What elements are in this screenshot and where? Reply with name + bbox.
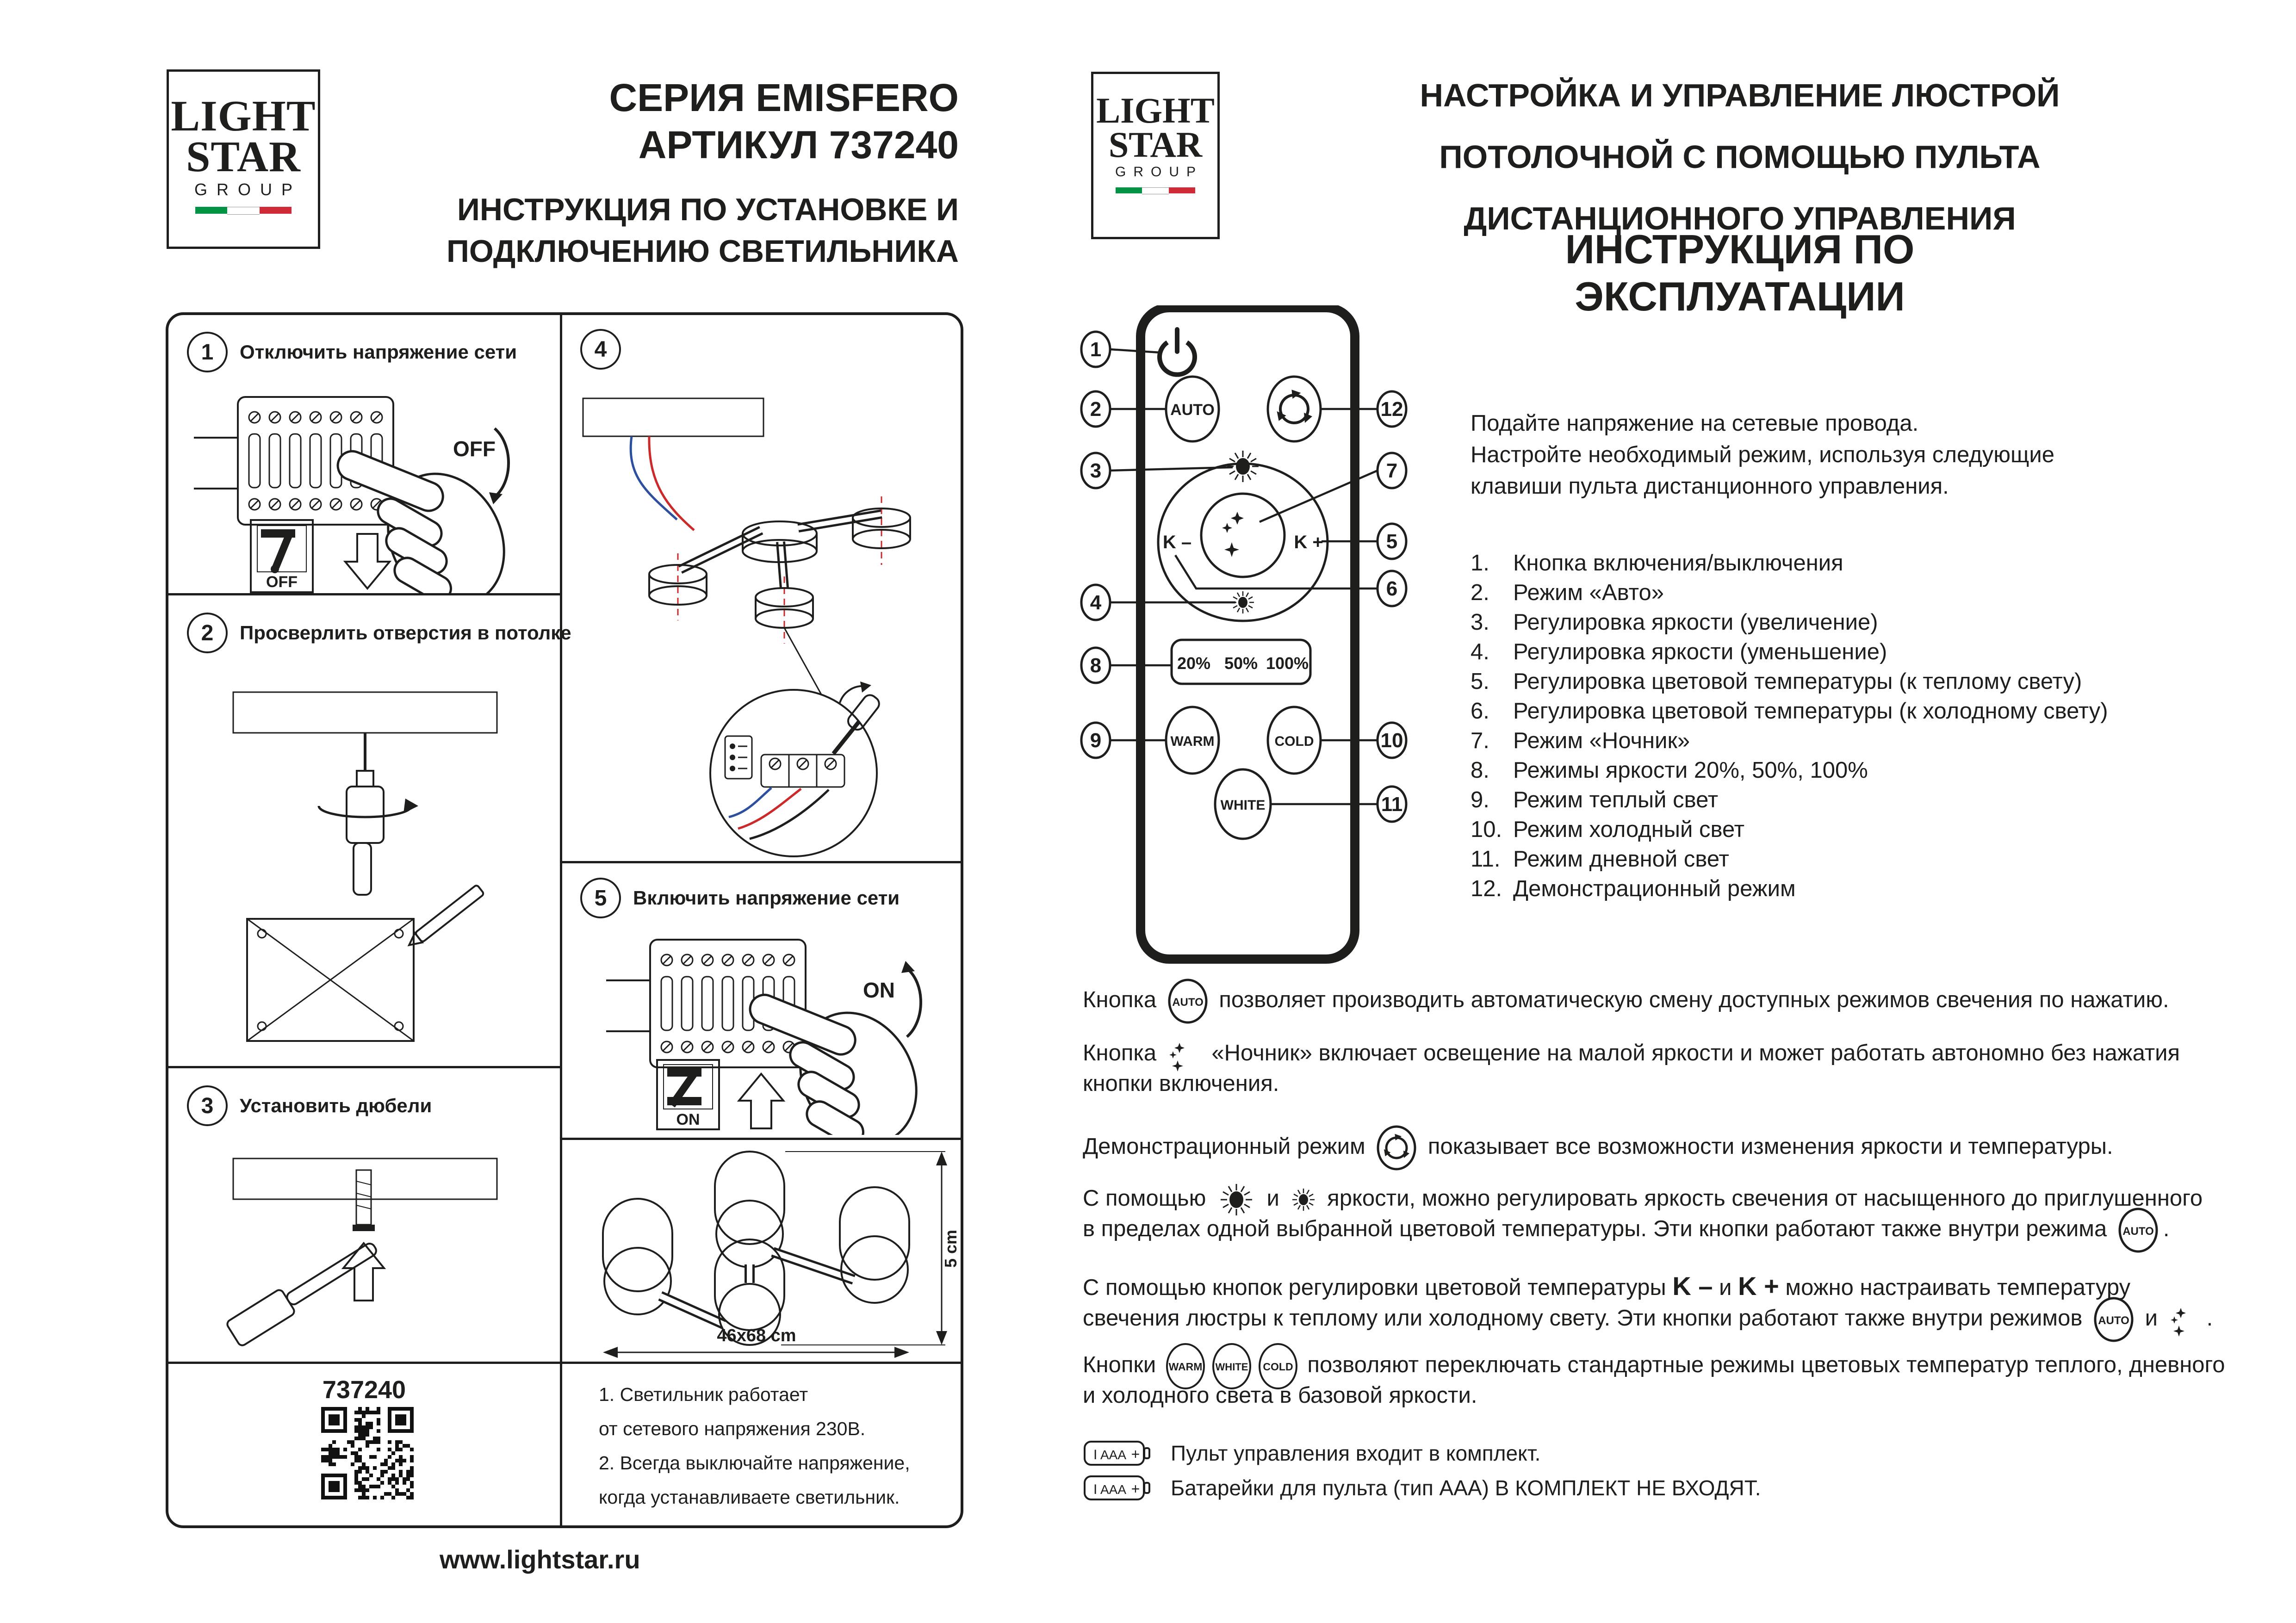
step4-diagram [562,371,961,859]
wiring-inset [710,681,882,856]
subtitle-line1: ИНСТРУКЦИЯ ПО УСТАНОВКЕ И [457,192,959,227]
logo-star-text: STAR [1108,124,1203,165]
callout-9: 9 [1090,729,1102,752]
sun-big-icon [1215,1178,1258,1221]
callout-11: 11 [1381,793,1403,816]
chandelier-illustration [649,496,910,644]
right-title [1397,65,2082,249]
auto-icon [2116,1207,2160,1253]
list-item: 8. Режимы яркости 20%, 50%, 100% [1471,758,1868,783]
divider-r3 [562,1362,961,1364]
lightstar-logo-right [1091,72,1220,239]
italian-flag-icon [1116,187,1195,193]
battery-note-row1 [1083,1439,1540,1468]
callout-5: 5 [1386,530,1398,553]
pencil-icon [405,885,484,950]
white-button-label: WHITE [1220,798,1266,813]
svg-text:AAA: AAA [1100,1482,1127,1497]
divider-l2 [168,1066,560,1068]
list-item: 2. Режим «Авто» [1471,580,1664,605]
svg-text:COLD: COLD [1263,1361,1293,1373]
k-minus-button: K – [1162,532,1192,552]
article-title: АРТИКУЛ 737240 [638,123,959,167]
battery-note1-text: Пульт управления входит в комплект. [1171,1441,1541,1465]
step4-header [580,329,621,370]
step3-label: Установить дюбели [240,1095,432,1116]
series-title: СЕРИЯ EMISFERO [609,76,959,119]
subtitle-line2: ПОДКЛЮЧЕНИЮ СВЕТИЛЬНИКА [446,234,959,269]
hand-illustration [334,447,527,593]
off-text: OFF [453,437,496,461]
svg-text:I: I [1093,1482,1098,1497]
battery-type: AAA [1100,1448,1127,1462]
up-arrow-icon [343,1243,384,1301]
right-subtitle: ИНСТРУКЦИЯ ПО ЭКСПЛУАТАЦИИ [1565,226,1915,319]
button-list [1471,548,2192,904]
sun-small-icon [1289,1185,1318,1214]
demo-icon [1374,1125,1419,1171]
logo-group-text: GROUP [194,180,302,199]
preset-100: 100% [1266,654,1309,673]
note-line3: 2. Всегда выключайте напряжение, [599,1452,910,1474]
website-link: www.lightstar.ru [440,1545,640,1574]
svg-text:WARM: WARM [1168,1361,1203,1373]
step3-number: 3 [187,1085,228,1126]
warm-button-label: WARM [1170,734,1215,749]
list-item: 4. Регулировка яркости (уменьшение) [1471,639,1887,664]
qr-code [321,1407,414,1499]
note-line1: 1. Светильник работает [599,1384,808,1405]
battery-note-row2 [1083,1474,1761,1502]
battery-icon [1083,1439,1152,1468]
list-item: 3. Регулировка яркости (увеличение) [1471,610,1878,635]
list-item: 11. Режим дневной свет [1471,847,1729,872]
list-item: 5. Регулировка цветовой температуры (к теплому свету) [1471,669,2082,694]
moon-icon [2167,1299,2204,1340]
marking-plate-illustration [247,885,484,1041]
down-arrow-icon [345,534,390,588]
svg-text:AUTO: AUTO [2098,1314,2129,1327]
hammer-icon [226,1234,382,1347]
left-subtitle [411,189,959,272]
intro-line3: клавиши пульта дистанционного управления. [1471,474,1949,499]
battery-minus: I [1093,1447,1098,1462]
cold-button-label: COLD [1274,734,1314,749]
callout-6: 6 [1386,577,1398,600]
svg-text:+: + [1131,1481,1140,1497]
step5-label: Включить напряжение сети [633,887,900,909]
preset-20: 20% [1177,654,1211,673]
on-text: ON [863,978,895,1002]
divider-l3 [168,1362,560,1364]
paragraph-night: Кнопка «Ночник» включает освещение на малой яркости и может работать автономно без нажатия кнопки включения. [1083,1038,2249,1099]
divider-r2 [562,1138,961,1140]
note-line2: от сетевого напряжения 230В. [599,1418,866,1439]
right-title-line3: ДИСТАНЦИОННОГО УПРАВЛЕНИЯ [1464,200,2016,236]
step3-diagram [168,1133,560,1361]
callout-2: 2 [1090,398,1102,421]
dimensions-diagram [562,1143,961,1361]
moon-icon [1166,1034,1203,1075]
callout-8: 8 [1090,654,1102,677]
paragraph-demo: Демонстрационный режим показывает все возможности изменения яркости и температуры. [1083,1131,2249,1162]
divider-r1 [562,861,961,863]
width-dimension: 46x68 cm [717,1326,796,1345]
step5-header [580,878,900,918]
battery-icon [1083,1474,1152,1502]
intro-line1: Подайте напряжение на сетевые провода. [1471,411,1919,436]
off-switch-inset [251,520,313,592]
italian-flag-icon [195,207,292,214]
paragraph-brightness: С помощью и яркости, можно регулировать яркость свечения от насыщенного до приглушенного в пределах одной выбранной цветовой температуры. Эти кнопки работают также внутри режима AUTO . [1083,1183,2249,1244]
paragraph-modes: Кнопки WARM WHITE COLD позволяют переключать стандартные режимы цветовых температур теплого, дневного и холодного света в базовой яркости. [1083,1350,2249,1411]
auto-button-label: AUTO [1170,401,1215,419]
auto-icon [2091,1296,2136,1343]
callout-7: 7 [1386,459,1398,482]
remote-control-diagram [1078,305,1411,967]
step5-number: 5 [580,878,621,918]
list-item: 12. Демонстрационный режим [1471,876,1796,901]
paragraph-auto: Кнопка AUTO позволяет производить автоматическую смену доступных режимов свечения по нажатию. [1083,985,2249,1015]
lamp-right [853,496,910,565]
height-dimension: 5 cm [941,1229,960,1268]
on-switch-inset [657,1060,719,1129]
battery-plus: + [1131,1446,1140,1462]
logo-light-text: LIGHT [171,92,316,140]
step5-diagram [562,921,961,1135]
divider-l1 [168,593,560,595]
step3-header [187,1085,432,1126]
callout-3: 3 [1090,459,1102,482]
right-title-line2: ПОТОЛОЧНОЙ С ПОМОЩЬЮ ПУЛЬТА [1439,139,2041,175]
paragraph-kelvin: С помощью кнопок регулировки цветовой температуры K – и K + можно настраивать температуру свечения люстры к теплому или холодному свету. Эти кнопки работают также внутри режимов AUTO и . [1083,1271,2249,1333]
up-arrow-icon [739,1074,783,1128]
step2-header [187,613,571,653]
list-item: 7. Режим «Ночник» [1471,728,1690,753]
intro-line2: Настройте необходимый режим, используя следующие [1471,442,2054,467]
note-line4: когда устанавливаете светильник. [599,1487,900,1508]
callout-4: 4 [1090,591,1102,614]
logo-star-text: STAR [186,133,301,181]
dowel-illustration [353,1170,375,1231]
article-number: 737240 [322,1376,406,1404]
list-item: 1. Кнопка включения/выключения [1471,551,1843,576]
step2-number: 2 [187,613,228,653]
lightstar-logo [167,69,320,249]
list-item: 9. Режим теплый свет [1471,787,1719,812]
callout-10: 10 [1380,729,1403,752]
auto-icon [1166,978,1210,1024]
right-title-line1: НАСТРОЙКА И УПРАВЛЕНИЕ ЛЮСТРОЙ [1420,77,2060,113]
step1-header [187,332,517,372]
step2-diagram [168,660,560,1063]
safety-notes [599,1377,950,1514]
installation-panel [166,312,963,1528]
step1-number: 1 [187,332,228,372]
k-plus-button: K + [1294,532,1323,552]
list-item: 10. Режим холодный свет [1471,817,1745,842]
callout-12: 12 [1380,398,1403,421]
svg-text:AUTO: AUTO [2122,1225,2154,1238]
callout-1: 1 [1090,338,1102,361]
on-switch-text: ON [676,1111,700,1128]
logo-light-text: LIGHT [1096,90,1215,130]
svg-text:AUTO: AUTO [1172,996,1204,1009]
step1-label: Отключить напряжение сети [240,341,517,363]
drill-illustration [319,733,418,895]
left-title [411,74,959,168]
battery-note2-text: Батарейки для пульта (тип AAA) В КОМПЛЕКТ НЕ ВХОДЯТ. [1171,1476,1761,1500]
list-item: 6. Регулировка цветовой температуры (к холодному свету) [1471,699,2108,724]
step1-diagram [168,373,560,593]
step2-label: Просверлить отверстия в потолке [240,622,571,644]
svg-text:WHITE: WHITE [1215,1361,1248,1373]
intro-paragraph [1471,408,2165,502]
step4-number: 4 [580,329,621,370]
preset-50: 50% [1224,654,1258,673]
off-switch-text: OFF [266,573,298,591]
hand-illustration [746,991,939,1135]
logo-group-text: GROUP [1115,164,1203,180]
